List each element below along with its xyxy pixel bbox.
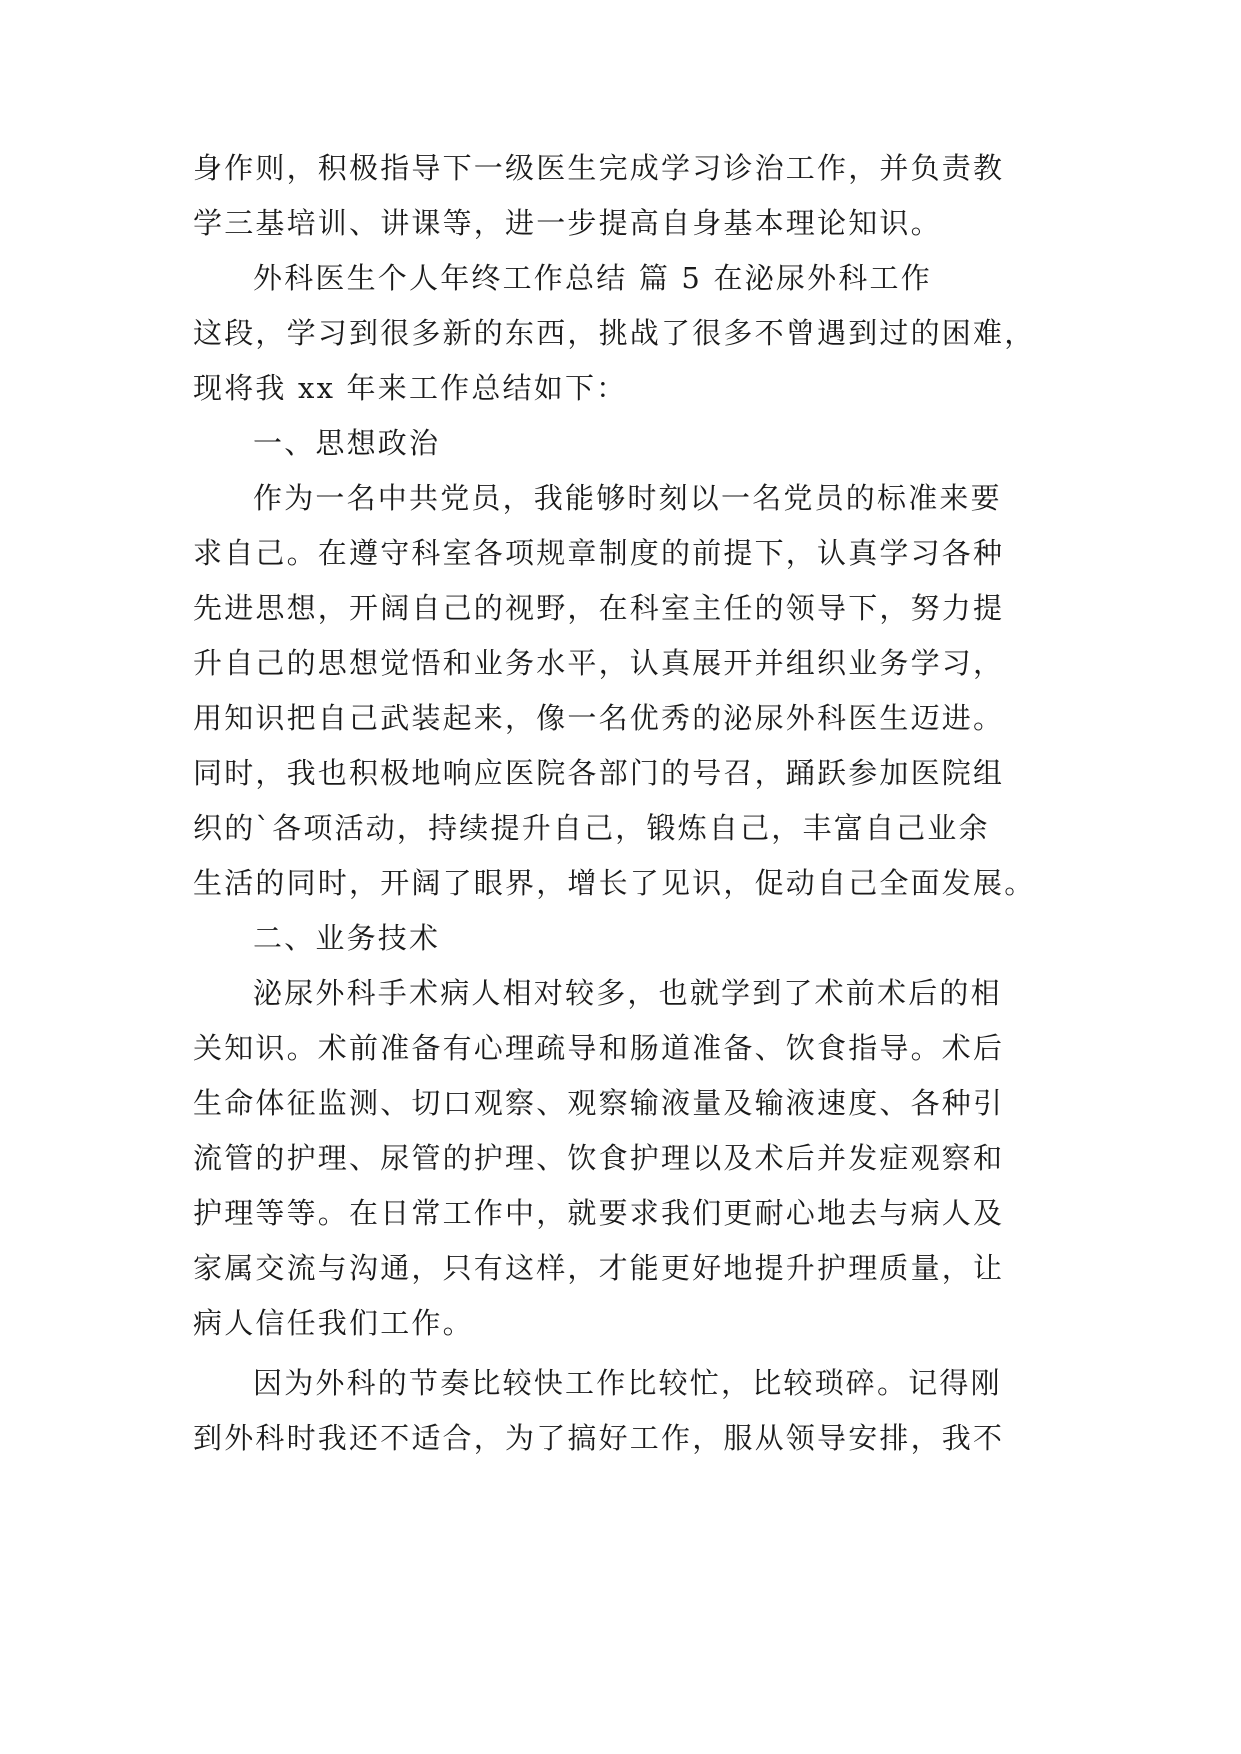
text-line: 学三基培训、讲课等，进一步提高自身基本理论知识。 [193,206,942,240]
text-line: 用知识把自己武装起来，像一名优秀的泌尿外科医生迈进。 [193,701,1005,735]
text-line: 到外科时我还不适合，为了搞好工作，服从领导安排，我不 [193,1421,1005,1455]
text-line: 求自己。在遵守科室各项规章制度的前提下，认真学习各种 [193,536,1005,570]
section-heading-line: 外科医生个人年终工作总结 篇 5 在泌尿外科工作 [253,261,932,295]
text-line: 关知识。术前准备有心理疏导和肠道准备、饮食指导。术后 [193,1031,1005,1065]
text-line: 现将我 xx 年来工作总结如下： [193,371,628,405]
text-line: 生活的同时，开阔了眼界，增长了见识，促动自己全面发展。 [193,866,1036,900]
text-line: 织的`各项活动，持续提升自己，锻炼自己，丰富自己业余 [193,811,990,845]
subheading-thought-politics: 一、思想政治 [253,426,441,460]
text-line: 护理等等。在日常工作中，就要求我们更耐心地去与病人及 [193,1196,1005,1230]
text-line: 流管的护理、尿管的护理、饮食护理以及术后并发症观察和 [193,1141,1005,1175]
text-line: 作为一名中共党员，我能够时刻以一名党员的标准来要 [253,481,1002,515]
text-line: 因为外科的节奏比较快工作比较忙，比较琐碎。记得刚 [253,1366,1002,1400]
text-line: 这段，学习到很多新的东西，挑战了很多不曾遇到过的困难， [193,316,1036,350]
text-line: 身作则，积极指导下一级医生完成学习诊治工作，并负责教 [193,151,1005,185]
text-line: 先进思想，开阔自己的视野，在科室主任的领导下，努力提 [193,591,1005,625]
subheading-business-technique: 二、业务技术 [253,921,441,955]
text-line: 同时，我也积极地响应医院各部门的号召，踊跃参加医院组 [193,756,1005,790]
text-line: 病人信任我们工作。 [193,1306,474,1340]
text-line: 生命体征监测、切口观察、观察输液量及输液速度、各种引 [193,1086,1005,1120]
text-line: 家属交流与沟通，只有这样，才能更好地提升护理质量，让 [193,1251,1005,1285]
text-line: 升自己的思想觉悟和业务水平，认真展开并组织业务学习， [193,646,1005,680]
text-line: 泌尿外科手术病人相对较多，也就学到了术前术后的相 [253,976,1002,1010]
